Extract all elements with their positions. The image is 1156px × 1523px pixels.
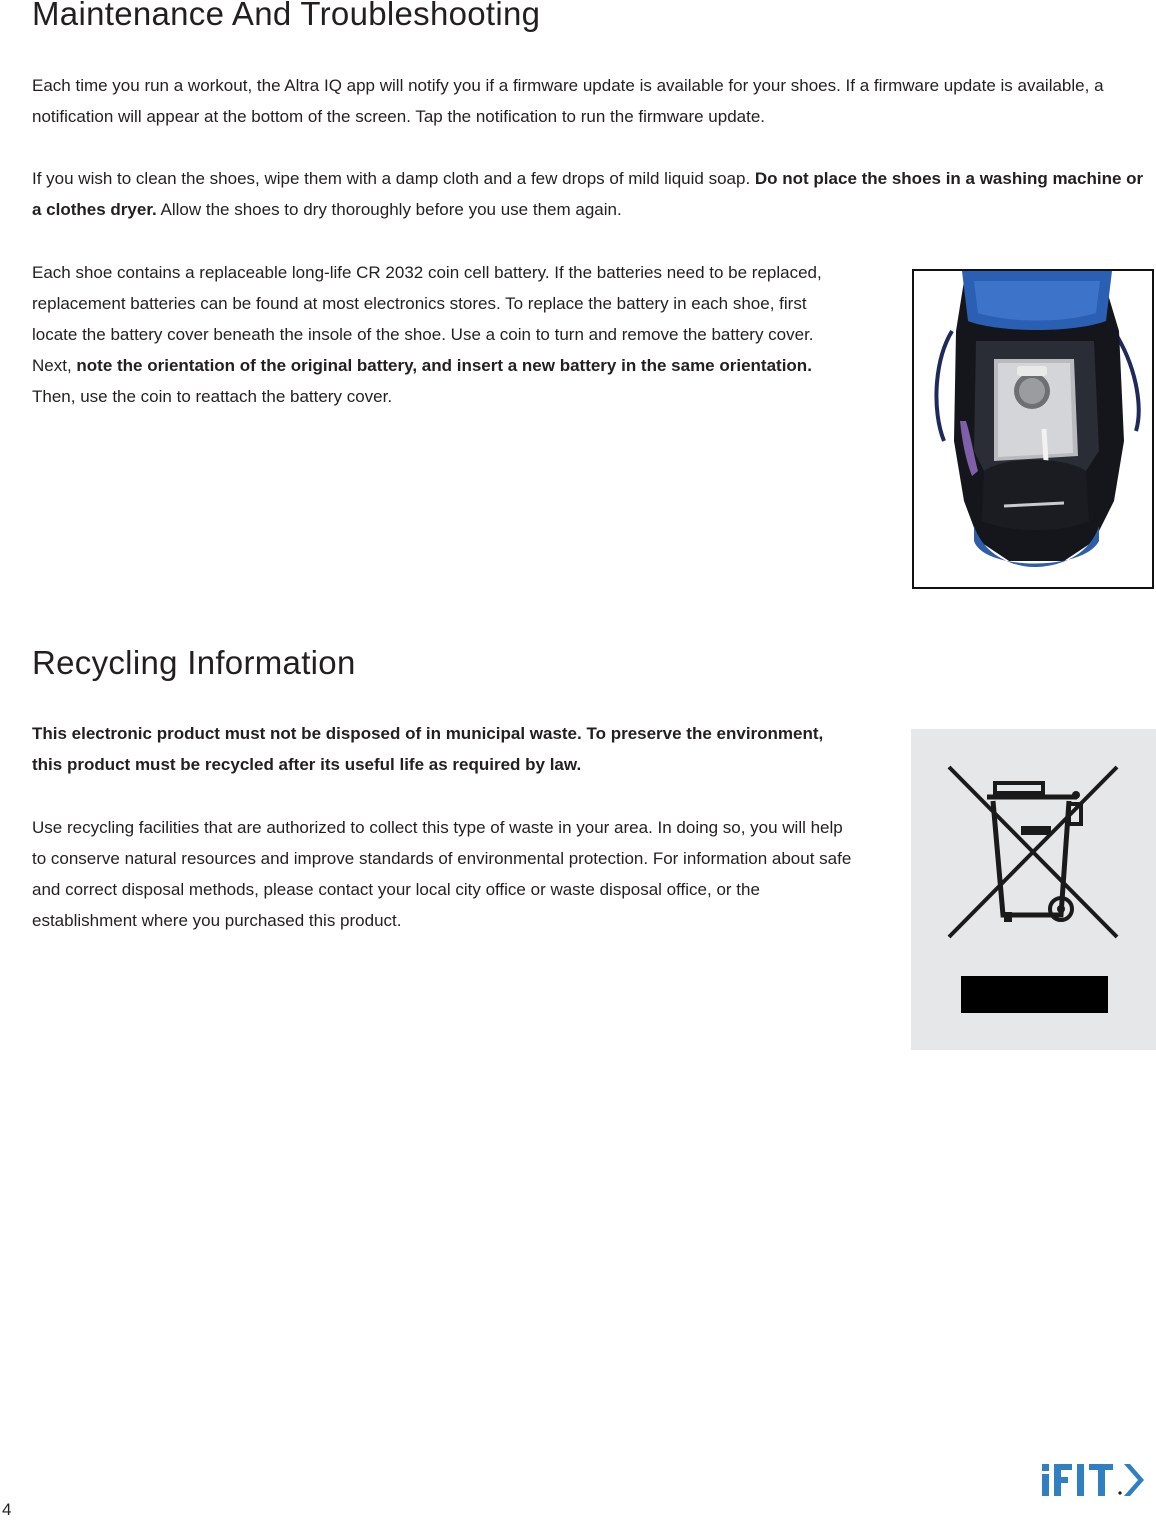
cleaning-paragraph — [32, 163, 1152, 225]
recycling-title: Recycling Information — [32, 644, 356, 681]
shoe-illustration — [914, 271, 1152, 587]
battery-text-end: Then, use the coin to reattach the battery cover. — [32, 387, 393, 406]
cleaning-warning: Do not place the shoes in a washing machine or a clothes dryer. — [32, 169, 1144, 219]
battery-text: Each shoe contains a replaceable long-life CR 2032 coin cell battery. If the batteries need to be replaced, replacement batteries can be found at most electronics stores. To replace the battery in each shoe, first locate the battery cover beneath the insole of the shoe. Use a coin to turn and remove the battery cover. Next, — [32, 263, 822, 375]
ifit-logo-mark — [1038, 1458, 1156, 1498]
cleaning-text: If you wish to clean the shoes, wipe them with a damp cloth and a few drops of mild liquid soap. — [32, 169, 755, 188]
battery-orientation-note: note the orientation of the original battery, and insert a new battery in the same orientation. — [76, 356, 812, 375]
crossed-out-wheelie-bin-icon — [911, 729, 1156, 1050]
weee-symbol-box — [911, 729, 1156, 1050]
page-number: 4 — [2, 1500, 12, 1519]
page-title: Maintenance And Troubleshooting — [32, 0, 541, 32]
shoe-battery-photo — [912, 269, 1154, 589]
recycling-warning-bold: This electronic product must not be disposed of in municipal waste. To preserve the environment, this product must be recycled after its useful life as required by law. — [32, 724, 824, 774]
ifit-logo — [1038, 1458, 1156, 1498]
firmware-paragraph: Each time you run a workout, the Altra IQ app will notify you if a firmware update is available for your shoes. If a firmware update is available, a notification will appear at the bottom of the screen. Tap the notification to run the firmware update. — [32, 76, 1104, 126]
battery-paragraph — [32, 257, 847, 412]
cleaning-text-end: Allow the shoes to dry thoroughly before you use them again. — [156, 200, 622, 219]
recycling-warning — [32, 718, 832, 780]
recycling-paragraph: Use recycling facilities that are authorized to collect this type of waste in your area. In doing so, you will help to conserve natural resources and improve standards of environmental protection. For information about safe and correct disposal methods, please contact your local city office or waste disposal office, or the establishment where you purchased this product. — [32, 818, 852, 930]
